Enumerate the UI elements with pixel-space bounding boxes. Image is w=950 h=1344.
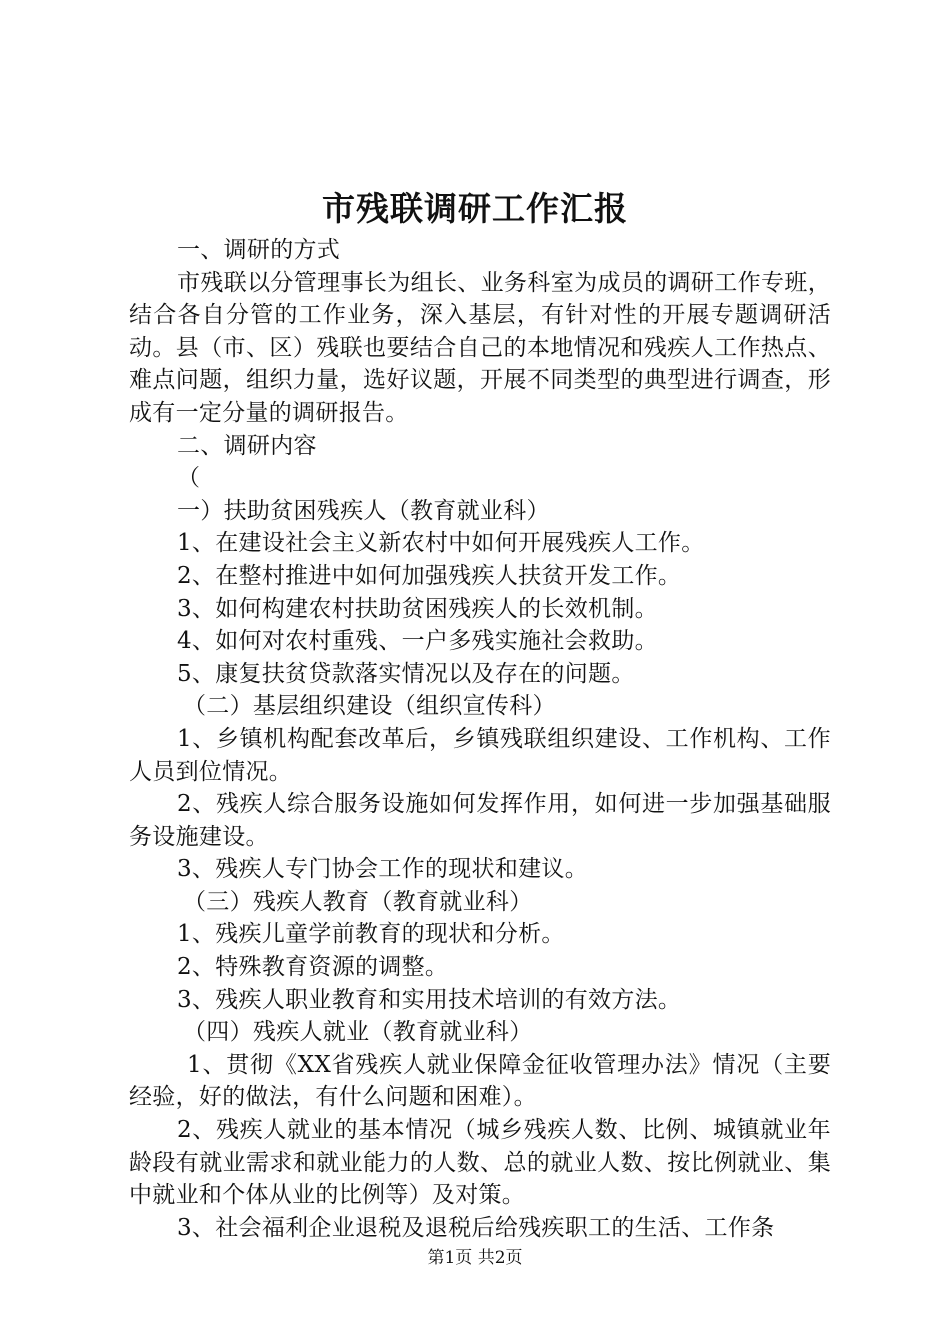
page-title: 市残联调研工作汇报	[322, 189, 628, 228]
page-number: 第1页 共2页	[427, 1248, 523, 1268]
section-heading: 二、调研内容	[177, 432, 317, 459]
subsection-heading: （四）残疾人就业（教育就业科）	[183, 1019, 533, 1046]
list-item: 1、贯彻《XX省残疾人就业保障金征收管理办法》情况（主要经验，好的做法，有什么问题和困难）。	[129, 1051, 831, 1111]
subsection-heading: （三）残疾人教育（教育就业科）	[183, 888, 533, 915]
list-item: 3、如何构建农村扶助贫困残疾人的长效机制。	[177, 595, 658, 622]
list-item: 2、在整村推进中如何加强残疾人扶贫开发工作。	[177, 562, 682, 589]
list-item: 3、社会福利企业退税及退税后给残疾职工的生活、工作条	[177, 1214, 775, 1241]
list-item: 4、如何对农村重残、一户多残实施社会救助。	[177, 628, 658, 655]
list-item: 2、特殊教育资源的调整。	[177, 954, 449, 981]
list-item: 5、康复扶贫贷款落实情况以及存在的问题。	[177, 660, 635, 687]
list-item: 3、残疾人职业教育和实用技术培训的有效方法。	[177, 986, 682, 1013]
document-body	[129, 234, 831, 1244]
list-item: 1、残疾儿童学前教育的现状和分析。	[177, 921, 565, 948]
paragraph: 市残联以分管理事长为组长、业务科室为成员的调研工作专班，结合各自分管的工作业务，深入基层，有针对性的开展专题调研活动。县（市、区）残联也要结合自己的本地情况和残疾人工作热点、难点问题，组织力量，选好议题，开展不同类型的典型进行调查，形成有一定分量的调研报告。	[129, 269, 831, 426]
subsection-heading: 一）扶助贫困残疾人（教育就业科）	[177, 497, 550, 524]
list-item: 1、在建设社会主义新农村中如何开展残疾人工作。	[177, 530, 705, 557]
paragraph: （	[177, 465, 201, 492]
section-heading: 一、调研的方式	[177, 237, 341, 263]
list-item: 2、残疾人综合服务设施如何发挥作用，如何进一步加强基础服务设施建设。	[129, 791, 831, 850]
list-item: 2、残疾人就业的基本情况（城乡残疾人数、比例、城镇就业年龄段有就业需求和就业能力的人数、总的就业人数、按比例就业、集中就业和个体从业的比例等）及对策。	[129, 1117, 831, 1209]
list-item: 1、乡镇机构配套改革后，乡镇残联组织建设、工作机构、工作人员到位情况。	[129, 725, 831, 785]
subsection-heading: （二）基层组织建设（组织宣传科）	[183, 693, 556, 720]
list-item: 3、残疾人专门协会工作的现状和建议。	[177, 856, 589, 883]
